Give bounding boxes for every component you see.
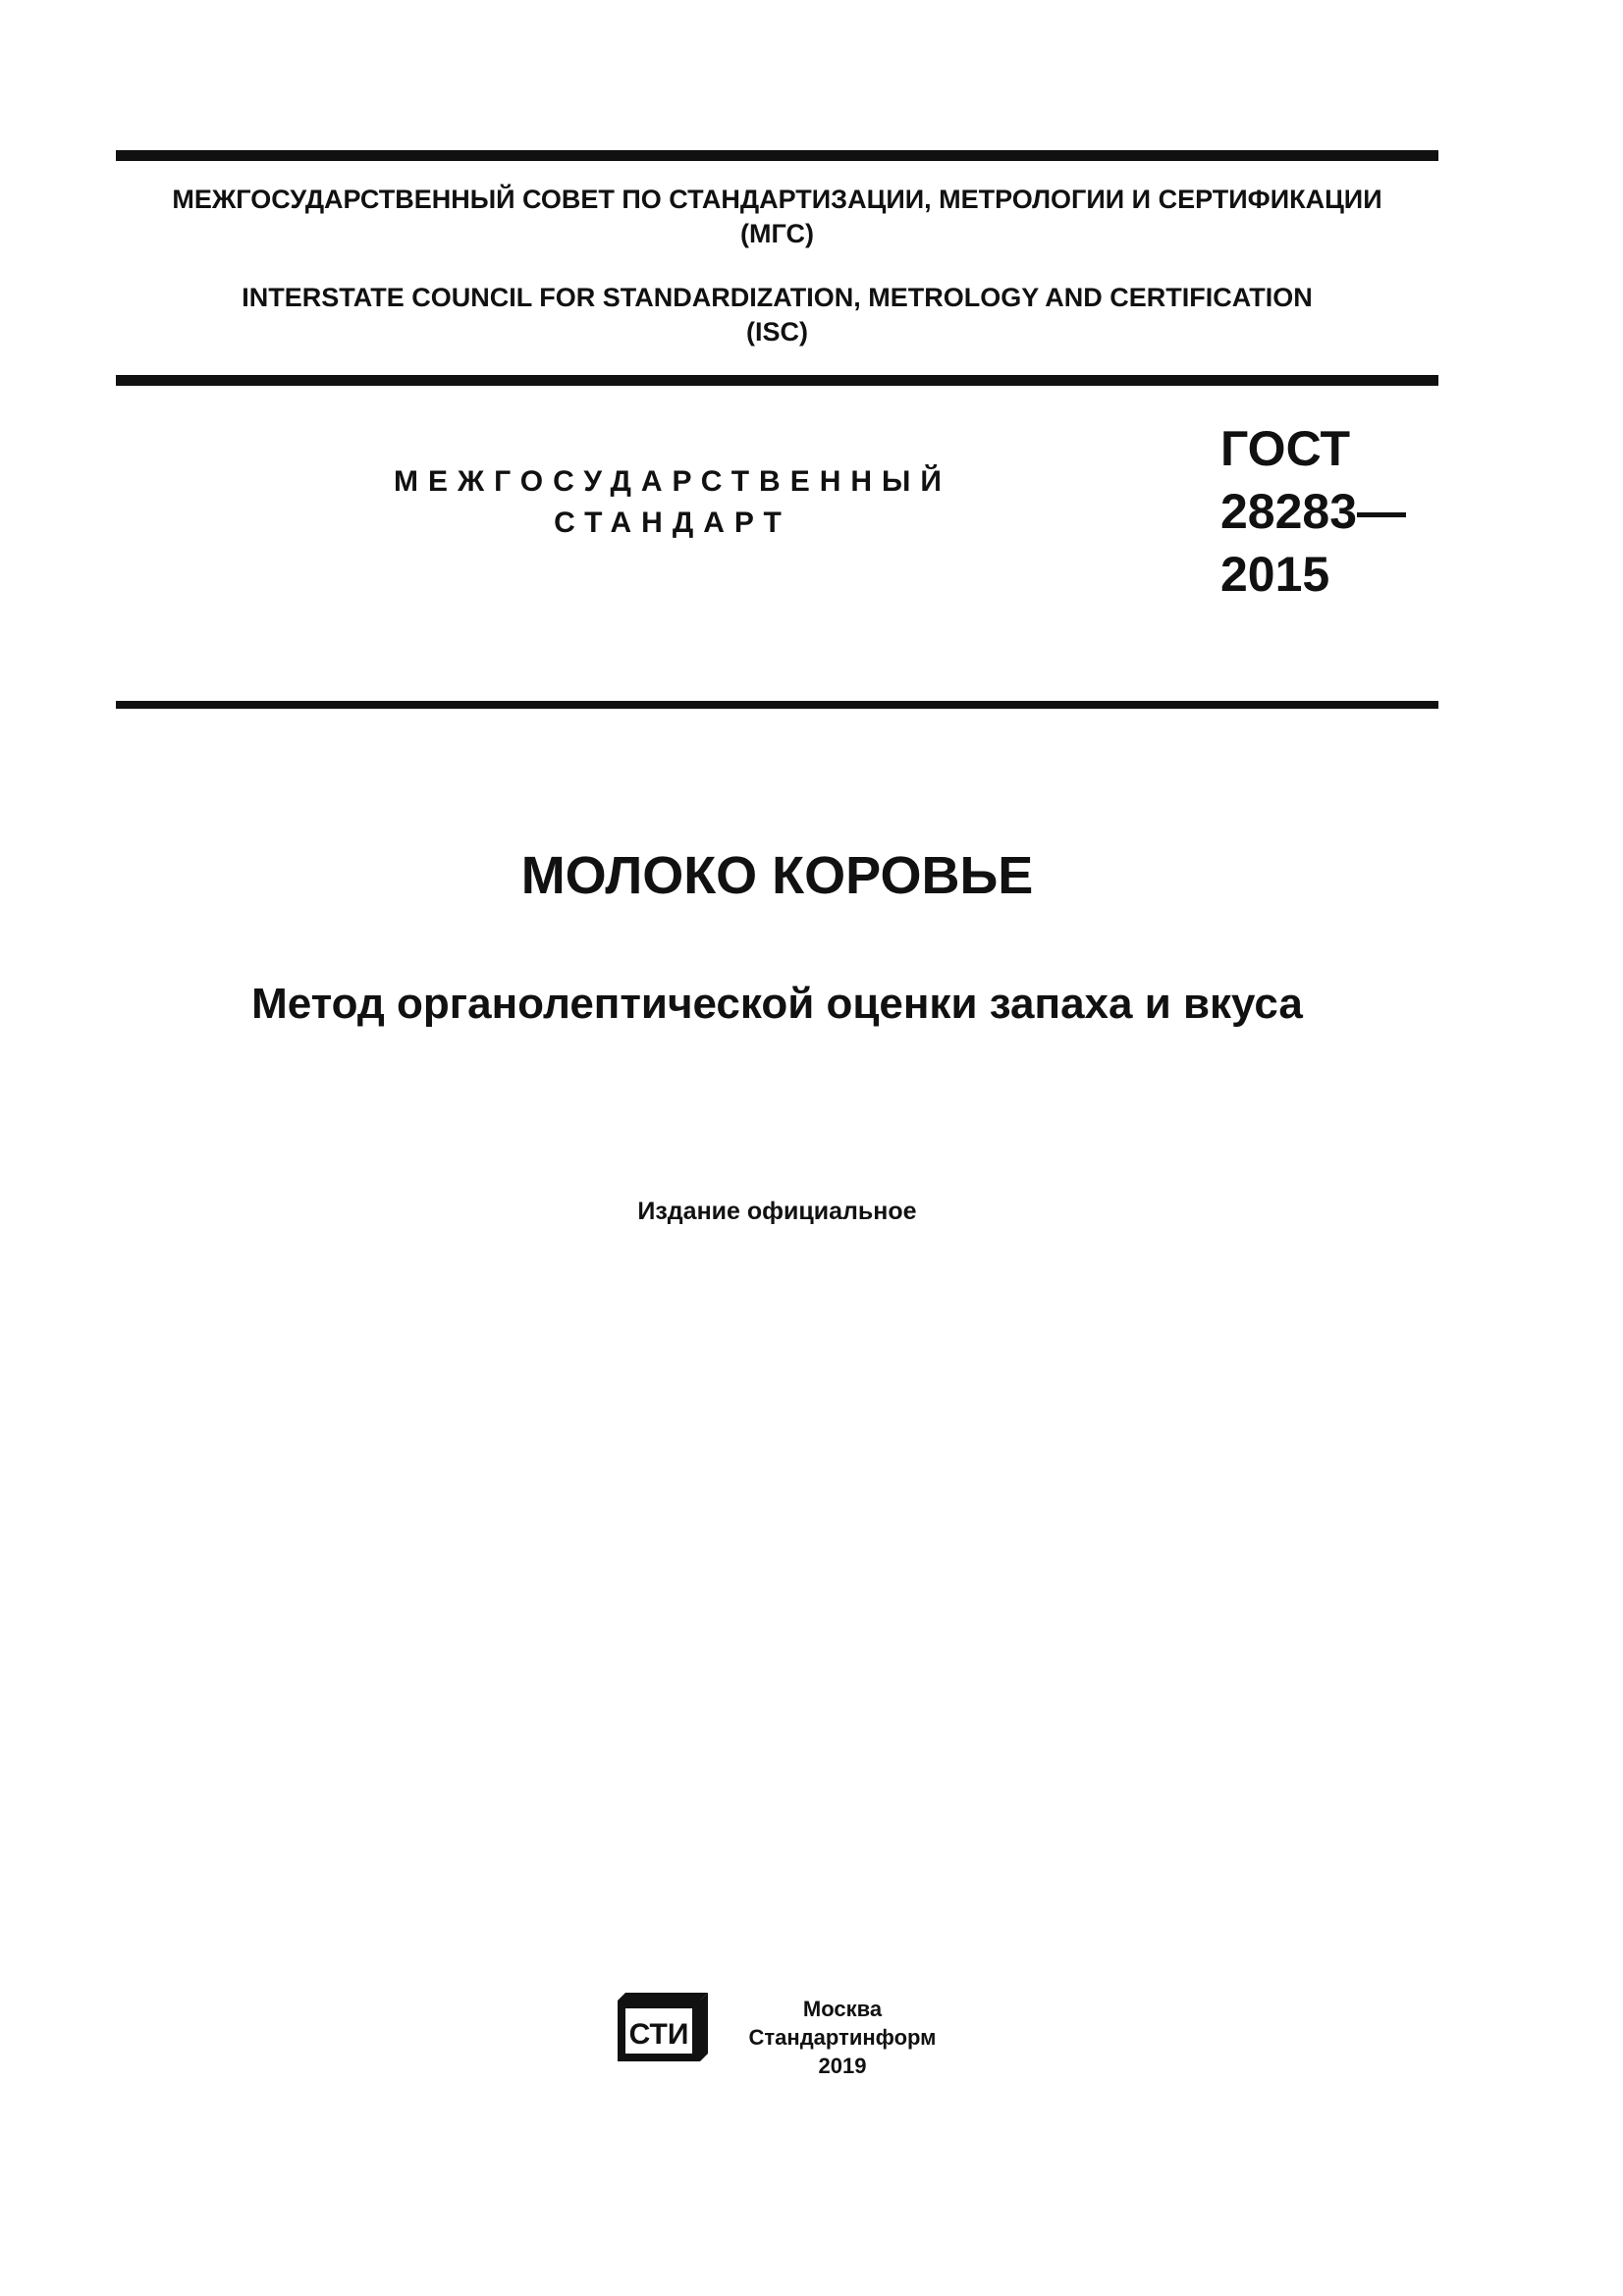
- logo-lettering: СТИ: [628, 2018, 689, 2051]
- standard-type-line1: МЕЖГОСУДАРСТВЕННЫЙ: [394, 465, 951, 498]
- document-subtitle: Метод органолептической оценки запаха и вкуса: [251, 980, 1303, 1028]
- gost-year: 2015: [1220, 547, 1330, 602]
- bottom-rule: [116, 701, 1438, 709]
- council-name-ru: [116, 183, 1438, 251]
- publication-year: 2019: [818, 2054, 867, 2078]
- publisher-city: Москва: [802, 1997, 883, 2021]
- standartinform-logo-icon: [614, 1993, 708, 2067]
- council-abbr-ru: (МГС): [740, 219, 814, 248]
- publisher-name: Стандартинформ: [748, 2025, 937, 2050]
- middle-rule: [116, 375, 1438, 386]
- council-name-en-line1: INTERSTATE COUNCIL FOR STANDARDIZATION, METROLOGY AND CERTIFICATION: [242, 283, 1313, 312]
- publisher-imprint: [725, 1995, 960, 2080]
- standard-type-label: [334, 461, 1011, 544]
- gost-number: 28283—: [1220, 484, 1407, 539]
- council-abbr-en: (ISC): [746, 317, 808, 347]
- gost-prefix: ГОСТ: [1220, 421, 1350, 476]
- top-rule: [116, 150, 1438, 161]
- gost-designation: [1220, 417, 1406, 606]
- document-title: МОЛОКО КОРОВЬЕ: [520, 846, 1034, 905]
- edition-label: Издание официальное: [637, 1198, 917, 1225]
- council-name-en: [116, 281, 1438, 349]
- standard-type-line2: СТАНДАРТ: [554, 507, 791, 539]
- council-name-ru-line1: МЕЖГОСУДАРСТВЕННЫЙ СОВЕТ ПО СТАНДАРТИЗАЦИИ, МЕТРОЛОГИИ И СЕРТИФИКАЦИИ: [172, 185, 1382, 214]
